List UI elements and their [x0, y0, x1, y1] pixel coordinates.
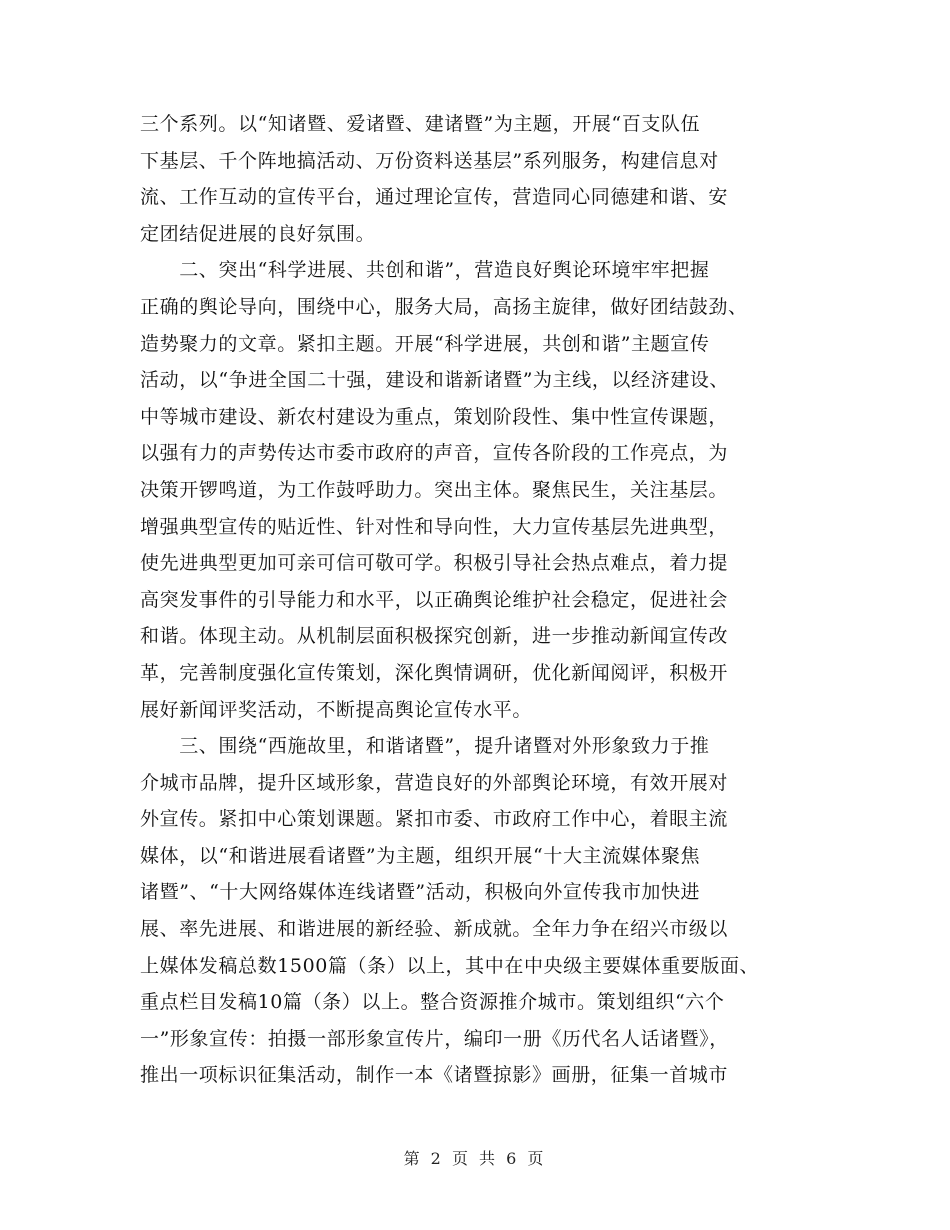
document-body — [140, 106, 810, 1094]
text-line: 正确的舆论导向，围绕中心，服务大局，高扬主旋律，做好团结鼓劲、 — [140, 295, 748, 318]
text-line: 以强有力的声势传达市委市政府的声音，宣传各阶段的工作亮点，为 — [140, 442, 729, 465]
text-line: 使先进典型更加可亲可信可敬可学。积极引导社会热点难点，着力提 — [140, 552, 729, 575]
text-line: 诸暨”、“十大网络媒体连线诸暨”活动，积极向外宣传我市加快进 — [140, 881, 701, 904]
text-line: 介城市品牌，提升区域形象，营造良好的外部舆论环境，有效开展对 — [140, 771, 729, 794]
text-line: 重点栏目发稿10篇（条）以上。整合资源推介城市。策划组织“六个 — [140, 991, 725, 1014]
page-number-footer: 第 2 页 共 6 页 — [403, 1149, 547, 1168]
text-line: 活动，以“争进全国二十强，建设和谐新诸暨”为主线，以经济建设、 — [140, 369, 730, 392]
text-line: 和谐。体现主动。从机制层面积极探究创新，进一步推动新闻宣传改 — [140, 625, 729, 648]
text-line: 三、围绕“西施故里，和谐诸暨”，提升诸暨对外形象致力于推 — [140, 735, 710, 758]
text-line: 流、工作互动的宣传平台，通过理论宣传，营造同心同德建和谐、安 — [140, 186, 729, 209]
text-line: 媒体，以“和谐进展看诸暨”为主题，组织开展“十大主流媒体聚焦 — [140, 844, 701, 867]
text-line: 下基层、千个阵地搞活动、万份资料送基层”系列服务，构建信息对 — [140, 149, 719, 172]
text-line: 推出一项标识征集活动，制作一本《诸暨掠影》画册，征集一首城市 — [140, 1064, 729, 1087]
text-line: 展好新闻评奖活动，不断提高舆论宣传水平。 — [140, 698, 533, 721]
text-line: 上媒体发稿总数1500篇（条）以上，其中在中央级主要媒体重要版面、 — [140, 954, 760, 977]
text-line: 一”形象宣传：拍摄一部形象宣传片，编印一册《历代名人话诸暨》， — [140, 1027, 729, 1050]
text-line: 外宣传。紧扣中心策划课题。紧扣市委、市政府工作中心，着眼主流 — [140, 808, 729, 831]
text-line: 中等城市建设、新农村建设为重点，策划阶段性、集中性宣传课题， — [140, 405, 729, 428]
text-line: 决策开锣鸣道，为工作鼓呼助力。突出主体。聚焦民生，关注基层。 — [140, 478, 729, 501]
text-line: 革，完善制度强化宣传策划，深化舆情调研，优化新闻阅评，积极开 — [140, 661, 729, 684]
text-line: 高突发事件的引导能力和水平，以正确舆论维护社会稳定，促进社会 — [140, 588, 729, 611]
text-line: 造势聚力的文章。紧扣主题。开展“科学进展，共创和谐”主题宣传 — [140, 332, 710, 355]
text-line: 二、突出“科学进展、共创和谐”，营造良好舆论环境牢牢把握 — [140, 259, 710, 282]
text-line: 增强典型宣传的贴近性、针对性和导向性，大力宣传基层先进典型， — [140, 515, 729, 538]
text-line: 三个系列。以“知诸暨、爱诸暨、建诸暨”为主题，开展“百支队伍 — [140, 113, 701, 135]
text-line: 展、率先进展、和谐进展的新经验、新成就。全年力争在绍兴市级以 — [140, 918, 729, 941]
text-line: 定团结促进展的良好氛围。 — [140, 222, 376, 245]
